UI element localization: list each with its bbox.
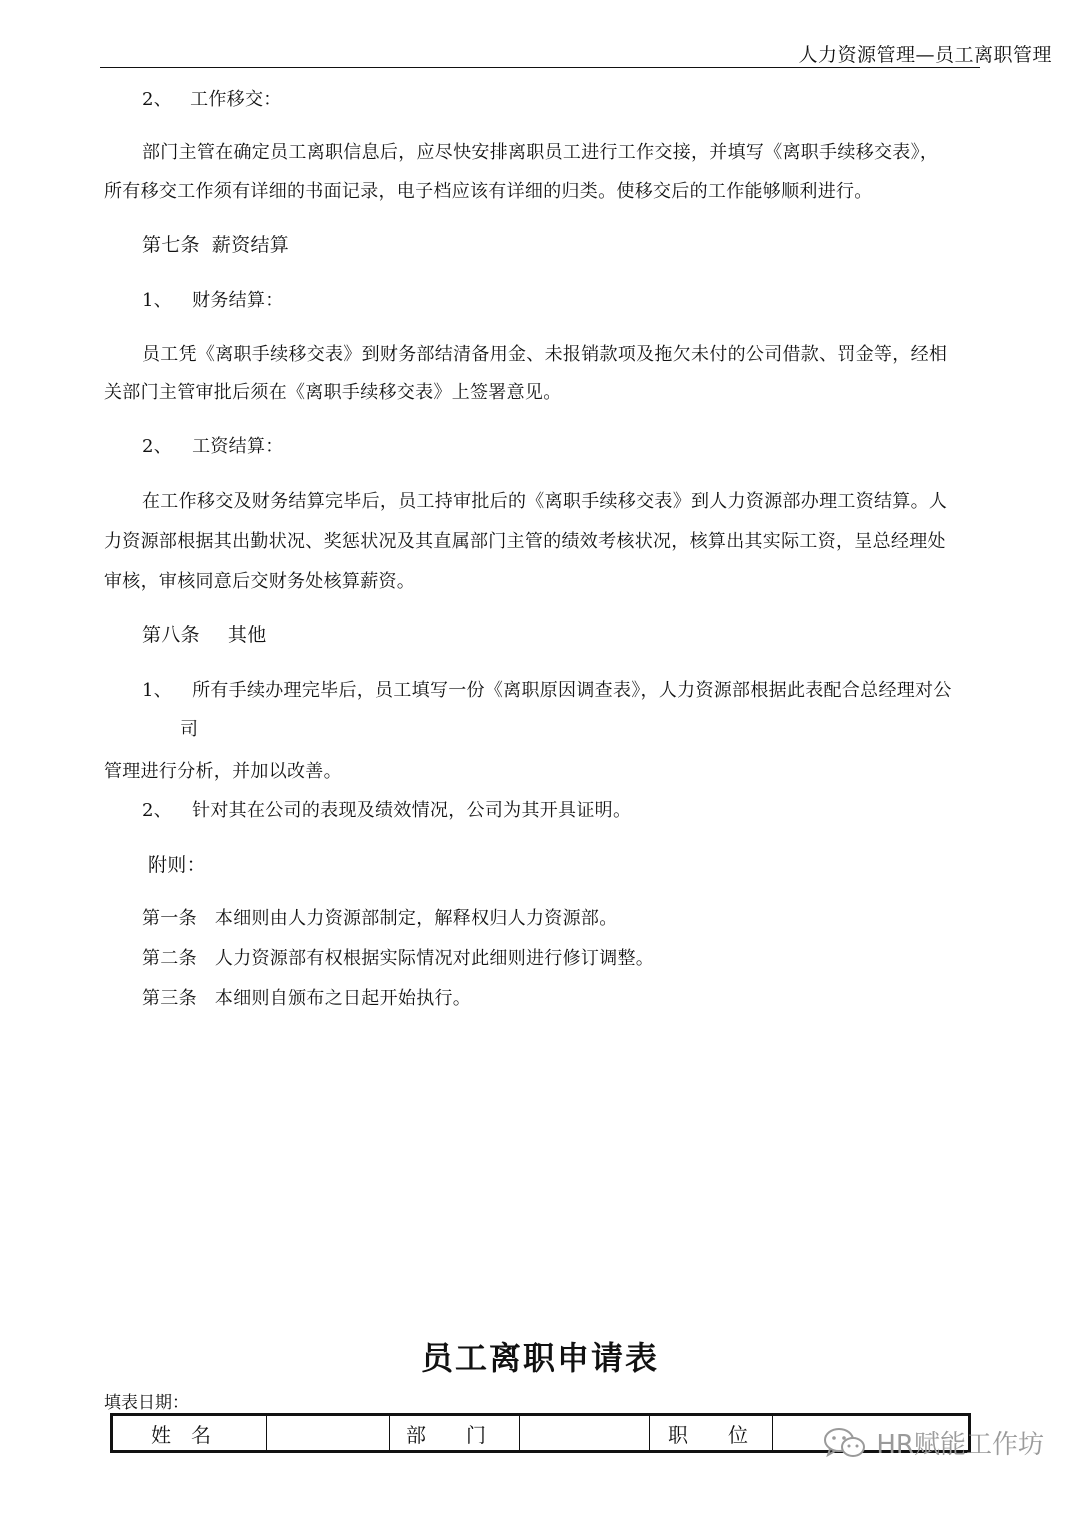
item-text: 本细则自颁布之日起开始执行。: [214, 988, 472, 1009]
watermark: [822, 1424, 1044, 1461]
item-number: 1、: [142, 680, 173, 701]
paragraph-line: 员工凭《离职手续移交表》到财务部结清备用金、未报销款项及拖欠未付的公司借款、罚金等，经相: [142, 344, 948, 365]
article-title: 薪资结算: [211, 234, 290, 256]
appendix-item: [142, 944, 654, 970]
paragraph-line: 所有移交工作须有详细的书面记录，电子档应该有详细的归类。使移交后的工作能够顺利进行。: [104, 181, 873, 202]
position-label: 职 位: [650, 1415, 773, 1452]
watermark-text: HR赋能工作坊: [876, 1430, 1044, 1460]
item-number: 2、: [142, 436, 173, 457]
department-field[interactable]: [520, 1415, 650, 1452]
header-rule: [100, 67, 980, 68]
paragraph-line: 在工作移交及财务结算完毕后，员工持审批后的《离职手续移交表》到人力资源部办理工资结算。人: [142, 491, 948, 512]
item-text: 人力资源部有权根据实际情况对此细则进行修订调整。: [214, 948, 655, 969]
item-number: 2、: [142, 800, 173, 821]
fill-date-label: 填表日期：: [104, 1393, 189, 1413]
paragraph-line: 力资源部根据其出勤状况、奖惩状况及其直属部门主管的绩效考核状况，核算出其实际工资，呈总经理处: [104, 531, 946, 552]
name-field[interactable]: [267, 1415, 390, 1452]
article-number: 第八条: [142, 624, 200, 646]
paragraph-line: 部门主管在确定员工离职信息后，应尽快安排离职员工进行工作交接，并填写《离职手续移交表》，: [142, 142, 939, 163]
item-number: 2、: [142, 89, 173, 110]
item-text: 工资结算：: [192, 436, 284, 457]
item-text: 本细则由人力资源部制定，解释权归人力资源部。: [214, 908, 618, 929]
list-item: [142, 796, 631, 822]
item-number: 第二条: [142, 948, 197, 969]
department-label: 部 门: [390, 1415, 520, 1452]
list-item: [142, 85, 282, 111]
appendix-item: [142, 984, 471, 1010]
paragraph-line: 管理进行分析，并加以改善。: [104, 761, 342, 782]
list-item: [142, 676, 952, 702]
form-title: 员工离职申请表: [420, 1339, 659, 1377]
list-item: [142, 286, 284, 312]
article-number: 第七条: [142, 234, 200, 256]
list-item: [142, 432, 284, 458]
article-heading: [142, 620, 267, 647]
item-text: 工作移交：: [190, 89, 282, 110]
item-number: 第三条: [142, 988, 197, 1009]
item-number: 第一条: [142, 908, 197, 929]
item-text: 针对其在公司的表现及绩效情况，公司为其开具证明。: [192, 800, 632, 821]
name-label: 姓 名: [112, 1415, 267, 1452]
page-header-title: 人力资源管理—员工离职管理: [798, 44, 1052, 66]
article-title: 其他: [227, 624, 267, 646]
article-heading: [142, 230, 289, 257]
paragraph-line: 司: [180, 719, 199, 740]
wechat-icon: [822, 1427, 866, 1459]
appendix-heading: 附则：: [148, 854, 206, 876]
item-text: 所有手续办理完毕后，员工填写一份《离职原因调查表》，人力资源部根据此表配合总经理对公: [192, 680, 952, 701]
paragraph-line: 关部门主管审批后须在《离职手续移交表》上签署意见。: [104, 382, 562, 403]
appendix-item: [142, 904, 618, 930]
item-number: 1、: [142, 290, 173, 311]
paragraph-line: 审核，审核同意后交财务处核算薪资。: [104, 571, 416, 592]
item-text: 财务结算：: [192, 290, 284, 311]
